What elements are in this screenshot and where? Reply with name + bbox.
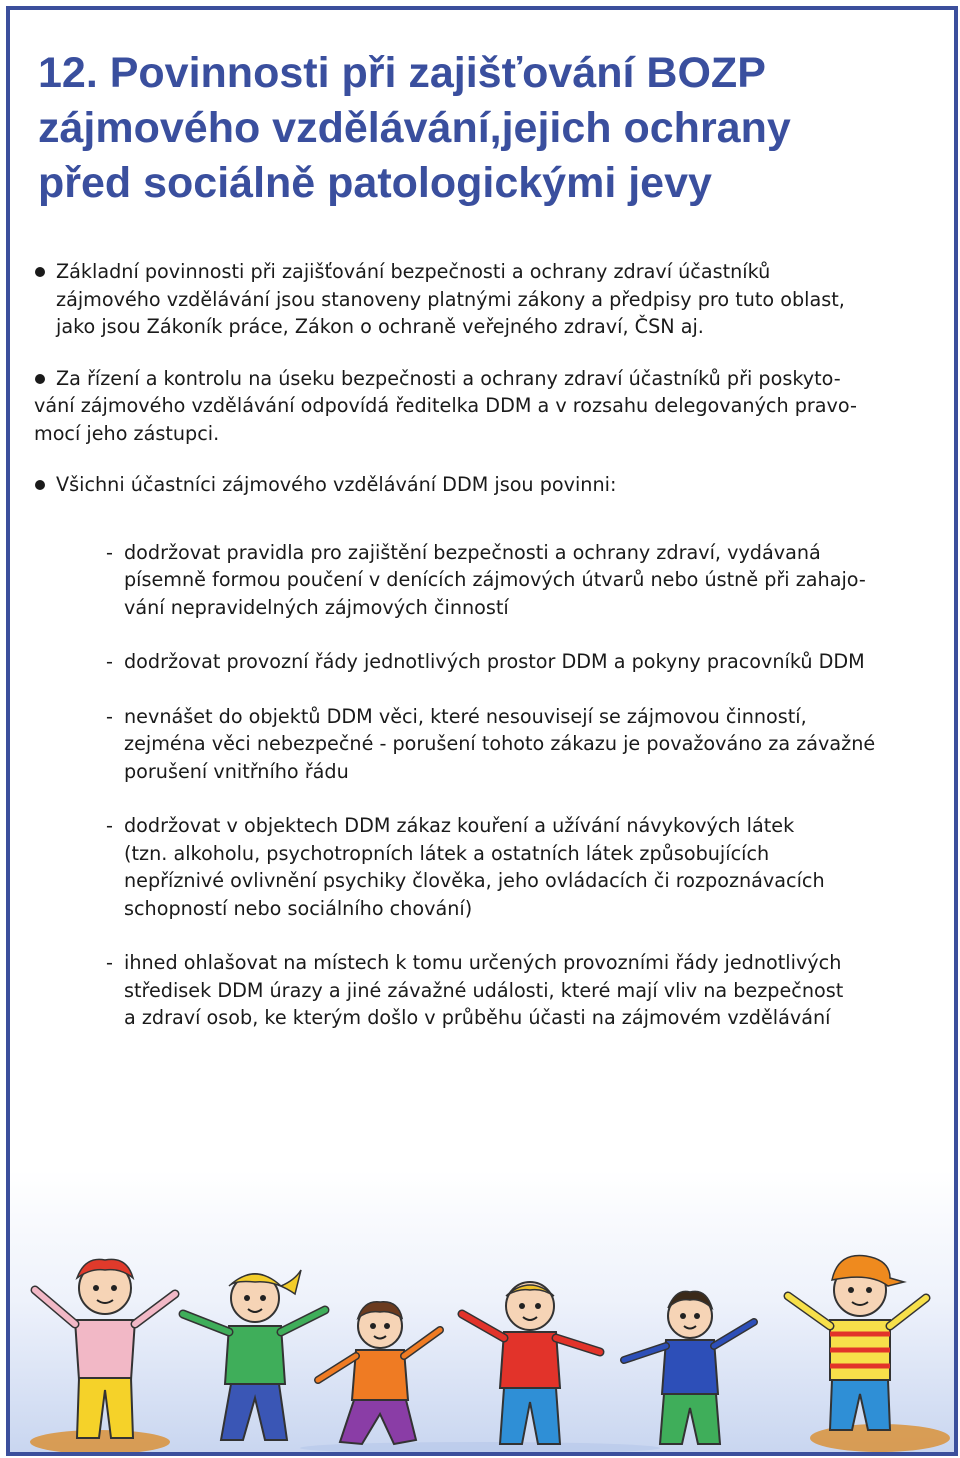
dash-marker: - — [106, 650, 113, 673]
paragraph-line: Všichni účastníci zájmového vzdělávání DDM jsou povinni: — [56, 473, 617, 496]
duty-item — [106, 648, 922, 676]
dash-marker: - — [106, 540, 113, 564]
duty-line: dodržovat provozní řády jednotlivých prostor DDM a pokyny pracovníků DDM — [124, 650, 865, 673]
child-figure-icon — [35, 1259, 175, 1438]
dash-marker: - — [106, 704, 113, 728]
dancing-children-illustration — [10, 1250, 954, 1452]
dash-marker: - — [106, 814, 113, 837]
duty-line: schopností nebo sociálního chování) — [124, 896, 473, 920]
child-figure-icon — [624, 1291, 754, 1444]
bullet-item — [32, 471, 922, 499]
title-line: před sociálně patologickými jevy — [38, 159, 712, 207]
child-figure-icon — [183, 1270, 325, 1440]
duty-line: dodržovat pravidla pro zajištění bezpečnosti a ochrany zdraví, vydávaná — [124, 540, 821, 564]
duty-line: dodržovat v objektech DDM zákaz kouření a užívání návykových látek — [124, 814, 795, 837]
paragraph-line: Za řízení a kontrolu na úseku bezpečnosti a ochrany zdraví účastníků při poskyto- — [56, 366, 841, 390]
bullet-item — [32, 258, 922, 341]
duty-line: písemně formou poučení v denících zájmových útvarů nebo ústně při zahajo- — [124, 568, 866, 591]
child-figure-icon — [788, 1256, 926, 1431]
bullet-dot-icon — [35, 374, 45, 384]
title-line: zájmového vzdělávání,jejich ochrany — [38, 104, 791, 152]
paragraph-line: vání zájmového vzdělávání odpovídá ředitelka DDM a v rozsahu delegovaných pravo- — [34, 394, 857, 417]
duties-list — [32, 539, 922, 1032]
duty-line: zejména věci nebezpečné - porušení tohoto zákazu je považováno za závažné — [124, 732, 876, 755]
duty-line: a zdraví osob, ke kterým došlo v průběhu účasti na zájmovém vzdělávání — [124, 1006, 831, 1029]
duty-item — [106, 812, 922, 922]
page-title — [38, 46, 918, 211]
paragraph-line: zájmového vzdělávání jsou stanoveny platnými zákony a předpisy pro tuto oblast, — [56, 287, 845, 311]
bullet-item — [32, 365, 922, 448]
duty-line: středisek DDM úrazy a jiné závažné události, které mají vliv na bezpečnost — [124, 978, 844, 1002]
bullet-dot-icon — [35, 267, 45, 277]
child-figure-icon — [462, 1282, 600, 1444]
title-line: 12. Povinnosti při zajišťování BOZP — [38, 49, 766, 97]
paragraph-line: jako jsou Zákoník práce, Zákon o ochraně veřejného zdraví, ČSN aj. — [56, 315, 704, 338]
duty-line: ihned ohlašovat na místech k tomu určených provozními řády jednotlivých — [124, 951, 842, 974]
paragraph-line: mocí jeho zástupci. — [34, 421, 220, 445]
duty-item — [106, 949, 922, 1032]
dash-marker: - — [106, 951, 113, 974]
duty-item — [106, 703, 922, 786]
duty-line: nevnášet do objektů DDM věci, které nesouvisejí se zájmovou činností, — [124, 704, 807, 728]
duty-line: vání nepravidelných zájmových činností — [124, 595, 509, 619]
duty-line: porušení vnitřního řádu — [124, 759, 349, 783]
duty-item — [106, 539, 922, 622]
bullet-dot-icon — [35, 480, 45, 490]
duty-line: (tzn. alkoholu, psychotropních látek a ostatních látek způsobujících — [124, 841, 770, 865]
page-frame — [6, 6, 958, 1456]
main-content — [32, 258, 922, 1059]
paragraph-line: Základní povinnosti při zajišťování bezpečnosti a ochrany zdraví účastníků — [56, 260, 771, 283]
ground-tufts-icon — [30, 1424, 950, 1452]
child-figure-icon — [318, 1302, 440, 1444]
duty-line: nepříznivé ovlivnění psychiky člověka, jeho ovládacích či rozpoznávacích — [124, 869, 825, 892]
